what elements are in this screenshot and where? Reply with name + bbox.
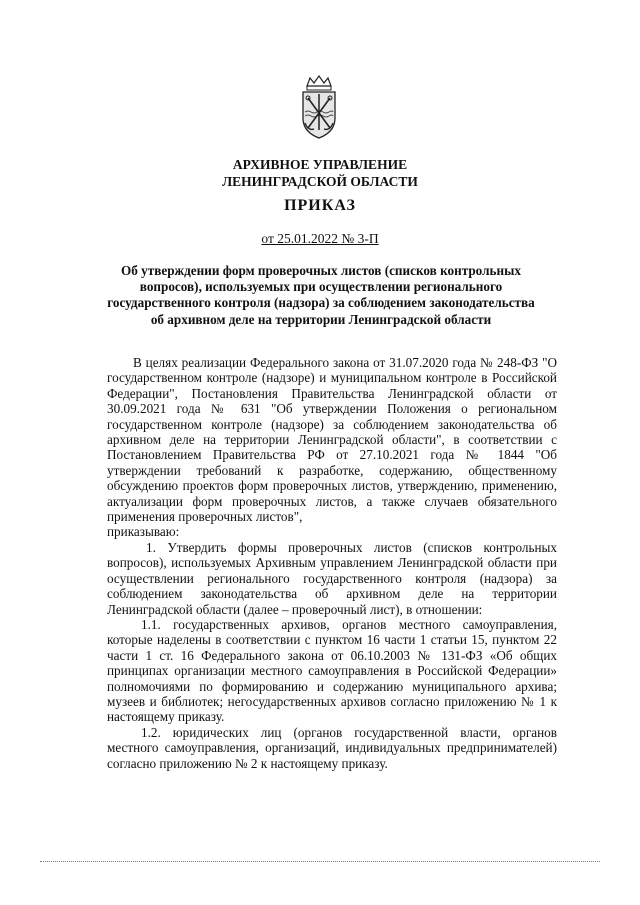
item-1-1: 1.1. государственных архивов, органов местного самоуправления, которые наделены в соответствии с пунктом 16 части 1 статьи 15, пунктом 22 части 1 ст. 16 Федерального закона от 06.10.2003 № 131-ФЗ «Об общих принципах организации местного самоуправления в Российской Федерации» полномочиями по формированию и содержанию муниципального архива; музеев и библиотек; негосударственных архивов согласно приложению № 1 к настоящему приказу. [107,616,557,725]
preamble-paragraph: В целях реализации Федерального закона от 31.07.2020 года № 248-ФЗ "О государственном контроле (надзоре) и муниципальном контроле в Российской Федерации", Постановления Правительства Ленинградской области от 30.09.2021 года № 631 "Об утверждении Положения о региональном государственном контроле (надзоре) за соблюдением законодательства об архивном деле на территории Ленинградской области", в соответствии с Постановлением Правительства РФ от 27.10.2021 года № 1844 "Об утверждении требований к разработке, содержанию, общественному обсуждению проектов форм проверочных листов, утверждению, применению, актуализации форм проверочных листов, а также случаев обязательного применения проверочных листов", [107,355,557,525]
organization-name [0,156,640,190]
org-line-2: ЛЕНИНГРАДСКОЙ ОБЛАСТИ [222,174,418,189]
item-1-2: 1.2. юридических лиц (органов государственной власти, органов местного самоуправления, организаций, индивидуальных предпринимателей) согласно приложению № 2 к настоящему приказу. [107,724,557,771]
date-number: от 25.01.2022 № 3-П [261,231,379,246]
document-body [107,355,557,771]
org-line-1: АРХИВНОЕ УПРАВЛЕНИЕ [232,157,408,172]
item-1: 1. Утвердить формы проверочных листов (списков контрольных вопросов), используемых Архивным управлением Ленинградской области при осуществлении регионального государственного контроля (надзора) за соблюдением законодательства об архивном деле на территории Ленинградской области (далее – проверочный лист), в отношении: [107,539,557,617]
coat-of-arms-icon [299,74,339,140]
order-subject: Об утверждении форм проверочных листов (списков контрольных вопросов), используемых при осуществлении регионального государственного контроля (надзора) за соблюдением законодательства об архивном деле на территории Ленинградской области [107,263,535,327]
document-type-title: ПРИКАЗ [284,197,356,214]
footer-divider [40,861,600,862]
order-word: приказываю: [107,524,180,540]
